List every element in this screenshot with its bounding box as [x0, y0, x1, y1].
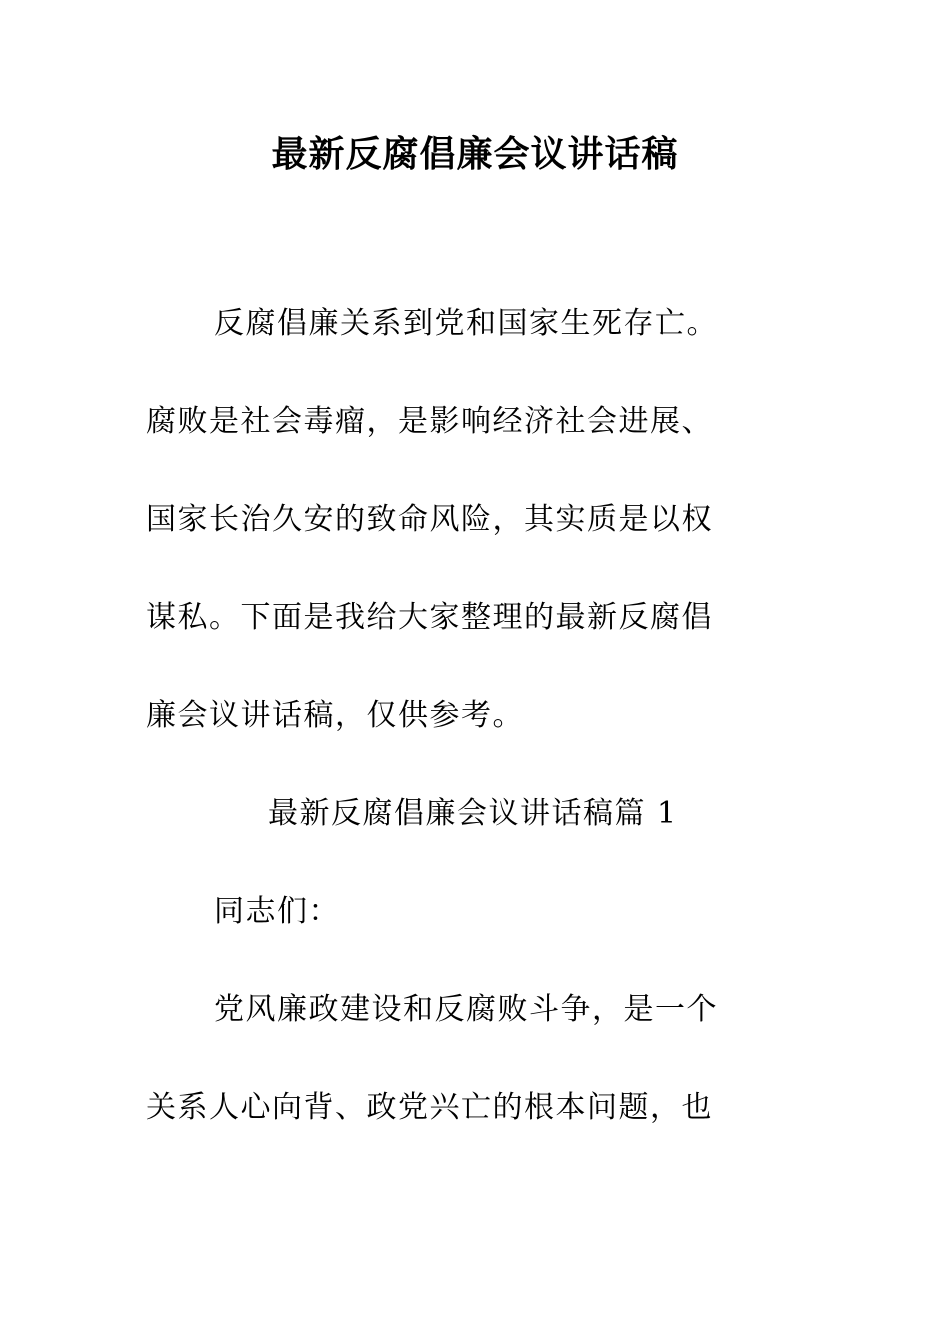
body-line: 党风廉政建设和反腐败斗争，是一个: [214, 992, 718, 1027]
intro-line: 廉会议讲话稿，仅供参考。: [146, 698, 524, 733]
salutation: 同志们：: [214, 894, 340, 929]
intro-line: 腐败是社会毒瘤，是影响经济社会进展、: [146, 404, 713, 439]
intro-line: 谋私。下面是我给大家整理的最新反腐倡: [146, 600, 713, 635]
document-title: 最新反腐倡廉会议讲话稿: [271, 133, 679, 175]
section-heading: 最新反腐倡廉会议讲话稿篇 1: [268, 796, 678, 831]
body-line: 关系人心向背、政党兴亡的根本问题，也: [146, 1090, 713, 1125]
intro-line: 国家长治久安的致命风险，其实质是以权: [146, 502, 713, 537]
document-body: [146, 275, 786, 1157]
intro-line: 反腐倡廉关系到党和国家生死存亡。: [214, 306, 718, 341]
